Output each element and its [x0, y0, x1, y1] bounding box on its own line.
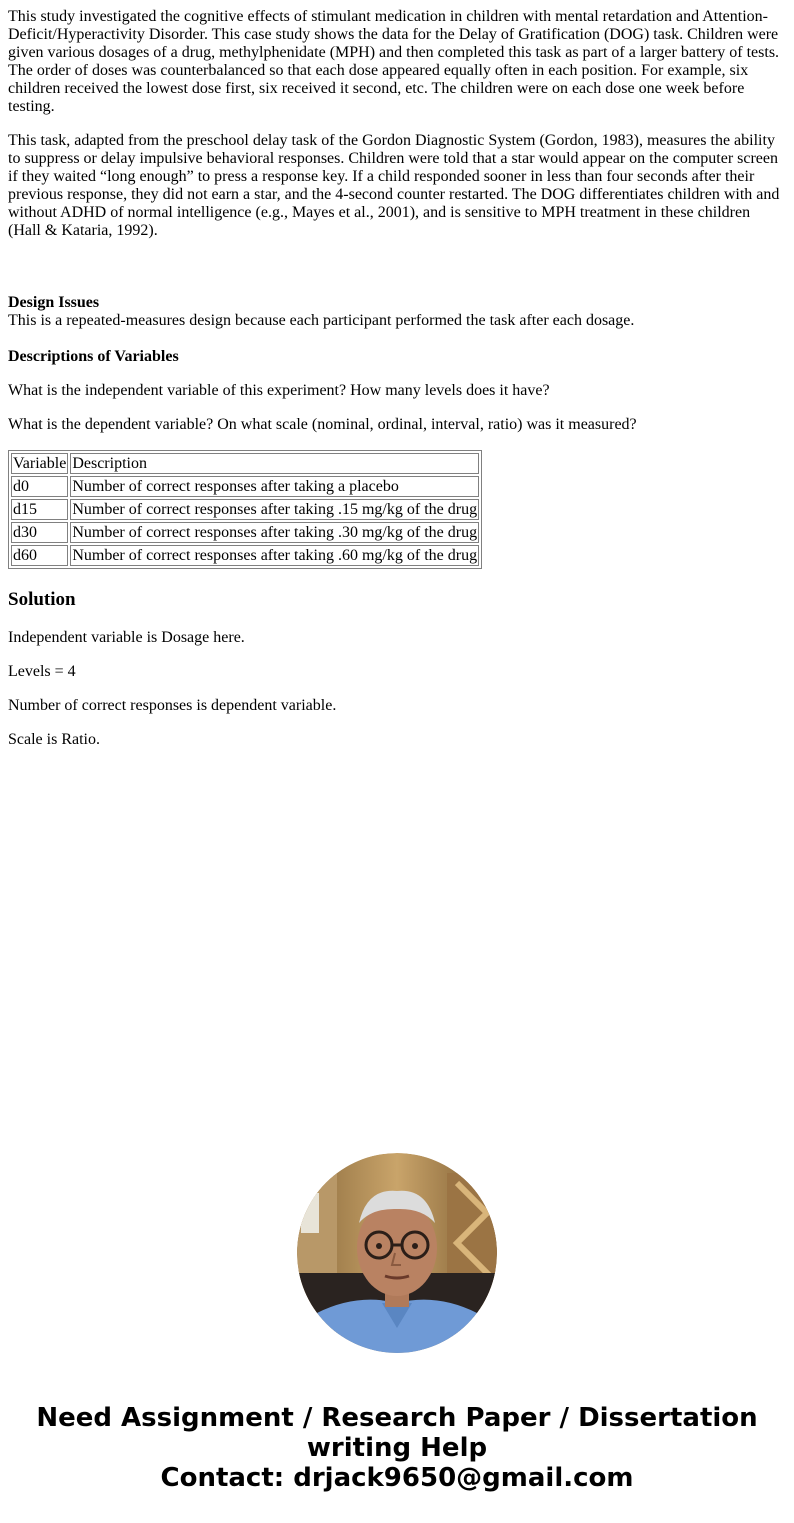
design-issues-heading: Design Issues [8, 294, 100, 311]
table-cell-description: Number of correct responses after taking .30 mg/kg of the drug [72, 524, 478, 541]
table-cell-description: Number of correct responses after taking .60 mg/kg of the drug [72, 547, 478, 564]
question-dependent-variable: What is the dependent variable? On what scale (nominal, ordinal, interval, ratio) was it measured? [8, 416, 637, 433]
author-portrait-image [297, 1153, 497, 1353]
table-row [11, 499, 479, 520]
solution-line-scale: Scale is Ratio. [8, 731, 100, 748]
table-header-cell: Variable [13, 455, 67, 472]
variables-heading: Descriptions of Variables [8, 348, 179, 365]
table-cell-description: Number of correct responses after taking a placebo [70, 476, 479, 497]
table-cell-variable: d30 [11, 522, 68, 543]
table-header-row [11, 453, 479, 474]
table-cell-description: Number of correct responses after taking .15 mg/kg of the drug [72, 501, 478, 518]
footer-contact-line: Contact: drjack9650@gmail.com [160, 1463, 634, 1493]
design-issues-section [8, 294, 782, 330]
variables-table [8, 450, 482, 569]
table-cell-variable: d60 [11, 545, 68, 566]
table-row [11, 476, 479, 497]
footer-line-2: writing Help [306, 1433, 488, 1463]
footer-line-1: Need Assignment / Research Paper / Dissertation [36, 1403, 758, 1433]
avatar [297, 1153, 497, 1353]
solution-line-independent: Independent variable is Dosage here. [8, 629, 245, 646]
table-row [11, 545, 479, 566]
spacer [8, 256, 782, 294]
table-cell-variable: d15 [11, 499, 68, 520]
design-issues-text: This is a repeated-measures design because each participant performed the task after each dosage. [8, 312, 635, 329]
document-content [8, 8, 782, 765]
table-header-cell: Description [70, 453, 479, 474]
footer-promo [0, 1403, 794, 1493]
table-row [11, 522, 479, 543]
table-cell-variable: d0 [11, 476, 68, 497]
intro-paragraph-1: This study investigated the cognitive effects of stimulant medication in children with mental retardation and Attention-Deficit/Hyperactivity Disorder. This case study shows the data for the Delay of Gratification (DOG) task. Children were given various dosages of a drug, methylphenidate (MPH) and then completed this task as part of a larger battery of tests. The order of doses was counterbalanced so that each dose appeared equally often in each position. For example, six children received the lowest dose first, six received it second, etc. The children were on each dose one week before testing. [8, 8, 780, 115]
solution-line-dependent: Number of correct responses is dependent variable. [8, 697, 337, 714]
intro-paragraph-2: This task, adapted from the preschool delay task of the Gordon Diagnostic System (Gordon, 1983), measures the ability to suppress or delay impulsive behavioral responses. Children were told that a star would appear on the computer screen if they waited “long enough” to press a response key. If a child responded sooner in less than four seconds after their previous response, they did not earn a star, and the 4-second counter restarted. The DOG differentiates children with and without ADHD of normal intelligence (e.g., Mayes et al., 2001), and is sensitive to MPH treatment in these children (Hall & Kataria, 1992). [8, 132, 780, 239]
question-independent-variable: What is the independent variable of this experiment? How many levels does it have? [8, 382, 550, 399]
solution-line-levels: Levels = 4 [8, 663, 76, 680]
solution-heading: Solution [8, 589, 76, 610]
